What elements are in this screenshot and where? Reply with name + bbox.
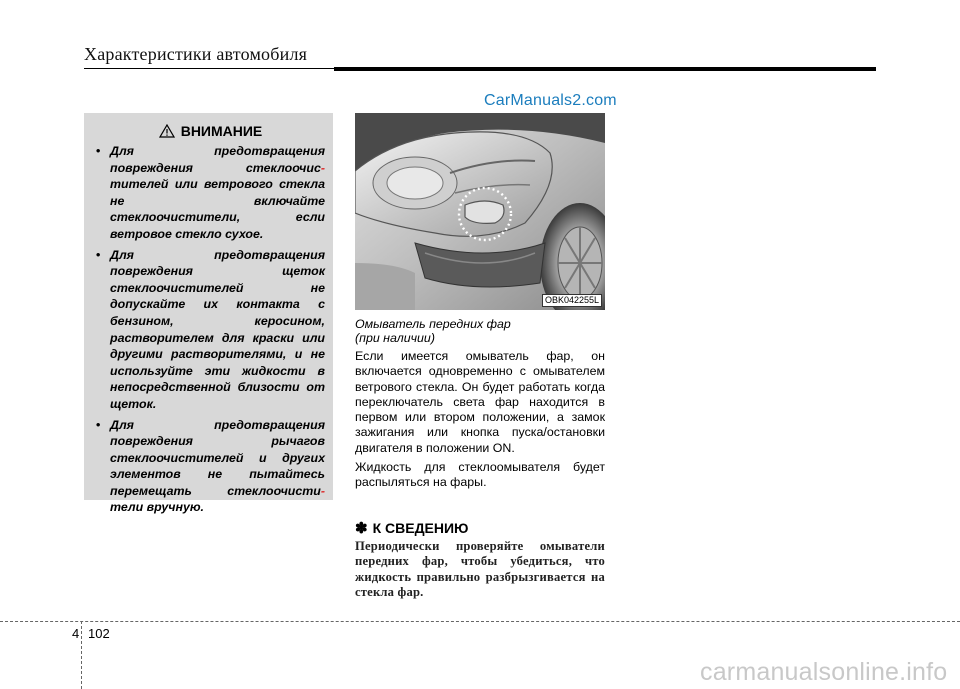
headlamp-washer-photo	[355, 113, 605, 310]
warning-title: ВНИМАНИЕ	[180, 123, 263, 139]
warning-item-text	[110, 247, 325, 413]
warning-list	[96, 143, 325, 516]
info-title	[355, 519, 469, 537]
page-number: 102	[88, 626, 110, 641]
headlamp-illustration	[355, 113, 605, 310]
page-header-title: Характеристики автомобиля	[84, 44, 308, 64]
info-paragraph: Периодически проверяйте омыватели передних фар, чтобы убедиться, что жидкость правильно разбрызгивается на стекла фар.	[355, 539, 605, 600]
warning-text-part: Для предотвращения повреждения щеток стеклоочистителей не допускайте их контакта с бензином, керосином, растворителем для краски или другими растворителями, и не используйте эти жидкости в непосредственной близости от щеток.	[110, 247, 325, 411]
bullet-icon: •	[96, 144, 101, 158]
watermark-top[interactable]: CarManuals2.com	[484, 92, 617, 109]
warning-item-text	[110, 143, 325, 243]
info-title-text: К СВЕДЕНИЮ	[372, 520, 469, 536]
warning-item-text	[110, 417, 325, 517]
section-title-line: (при наличии)	[355, 331, 435, 345]
footer-rule	[0, 621, 960, 622]
watermark-bottom[interactable]: carmanualsonline.info	[700, 658, 948, 686]
section-title-line: Омыватель передних фар	[355, 317, 511, 331]
header-rule-thick	[334, 67, 876, 71]
footer-divider	[81, 621, 82, 689]
photo-code-label: OBK042255L	[542, 294, 602, 307]
warning-text-part: тели вручную.	[110, 500, 204, 515]
warning-item	[96, 247, 325, 413]
asterisk-icon: ✽	[355, 520, 368, 537]
section-title	[355, 317, 605, 345]
warning-item	[96, 143, 325, 243]
warning-text-part: тителей или ветрового стекла не включайте стеклоочистители, если ветровое стекло сухое.	[110, 177, 325, 241]
warning-triangle-icon	[159, 124, 175, 138]
warning-header	[96, 123, 325, 139]
body-paragraph: Если имеется омыватель фар, он включается одновременно с омывателем ветрового стекла. Он будет работать когда переключатель света фар находится в первом или втором положении, а замок зажигания или кнопка пуска/остановки двигателя в положении ON.	[355, 349, 605, 455]
bullet-icon: •	[96, 417, 101, 432]
headlamp-washer-section	[355, 317, 605, 491]
body-paragraph: Жидкость для стеклоомывателя будет распыляться на фары.	[355, 460, 605, 490]
warning-box	[84, 113, 333, 515]
bullet-icon: •	[96, 247, 101, 262]
hyphen-mark: -	[320, 483, 325, 498]
warning-item	[96, 417, 325, 517]
chapter-number: 4	[72, 626, 80, 641]
warning-text-part: Для предотвращения повреждения рычагов стеклоочистителей и других элементов не пытайтесь перемещать стеклоочисти	[110, 417, 325, 498]
hyphen-mark: -	[320, 160, 325, 175]
warning-text-part: Для предотвращения повреждения стеклоочис	[110, 144, 325, 175]
